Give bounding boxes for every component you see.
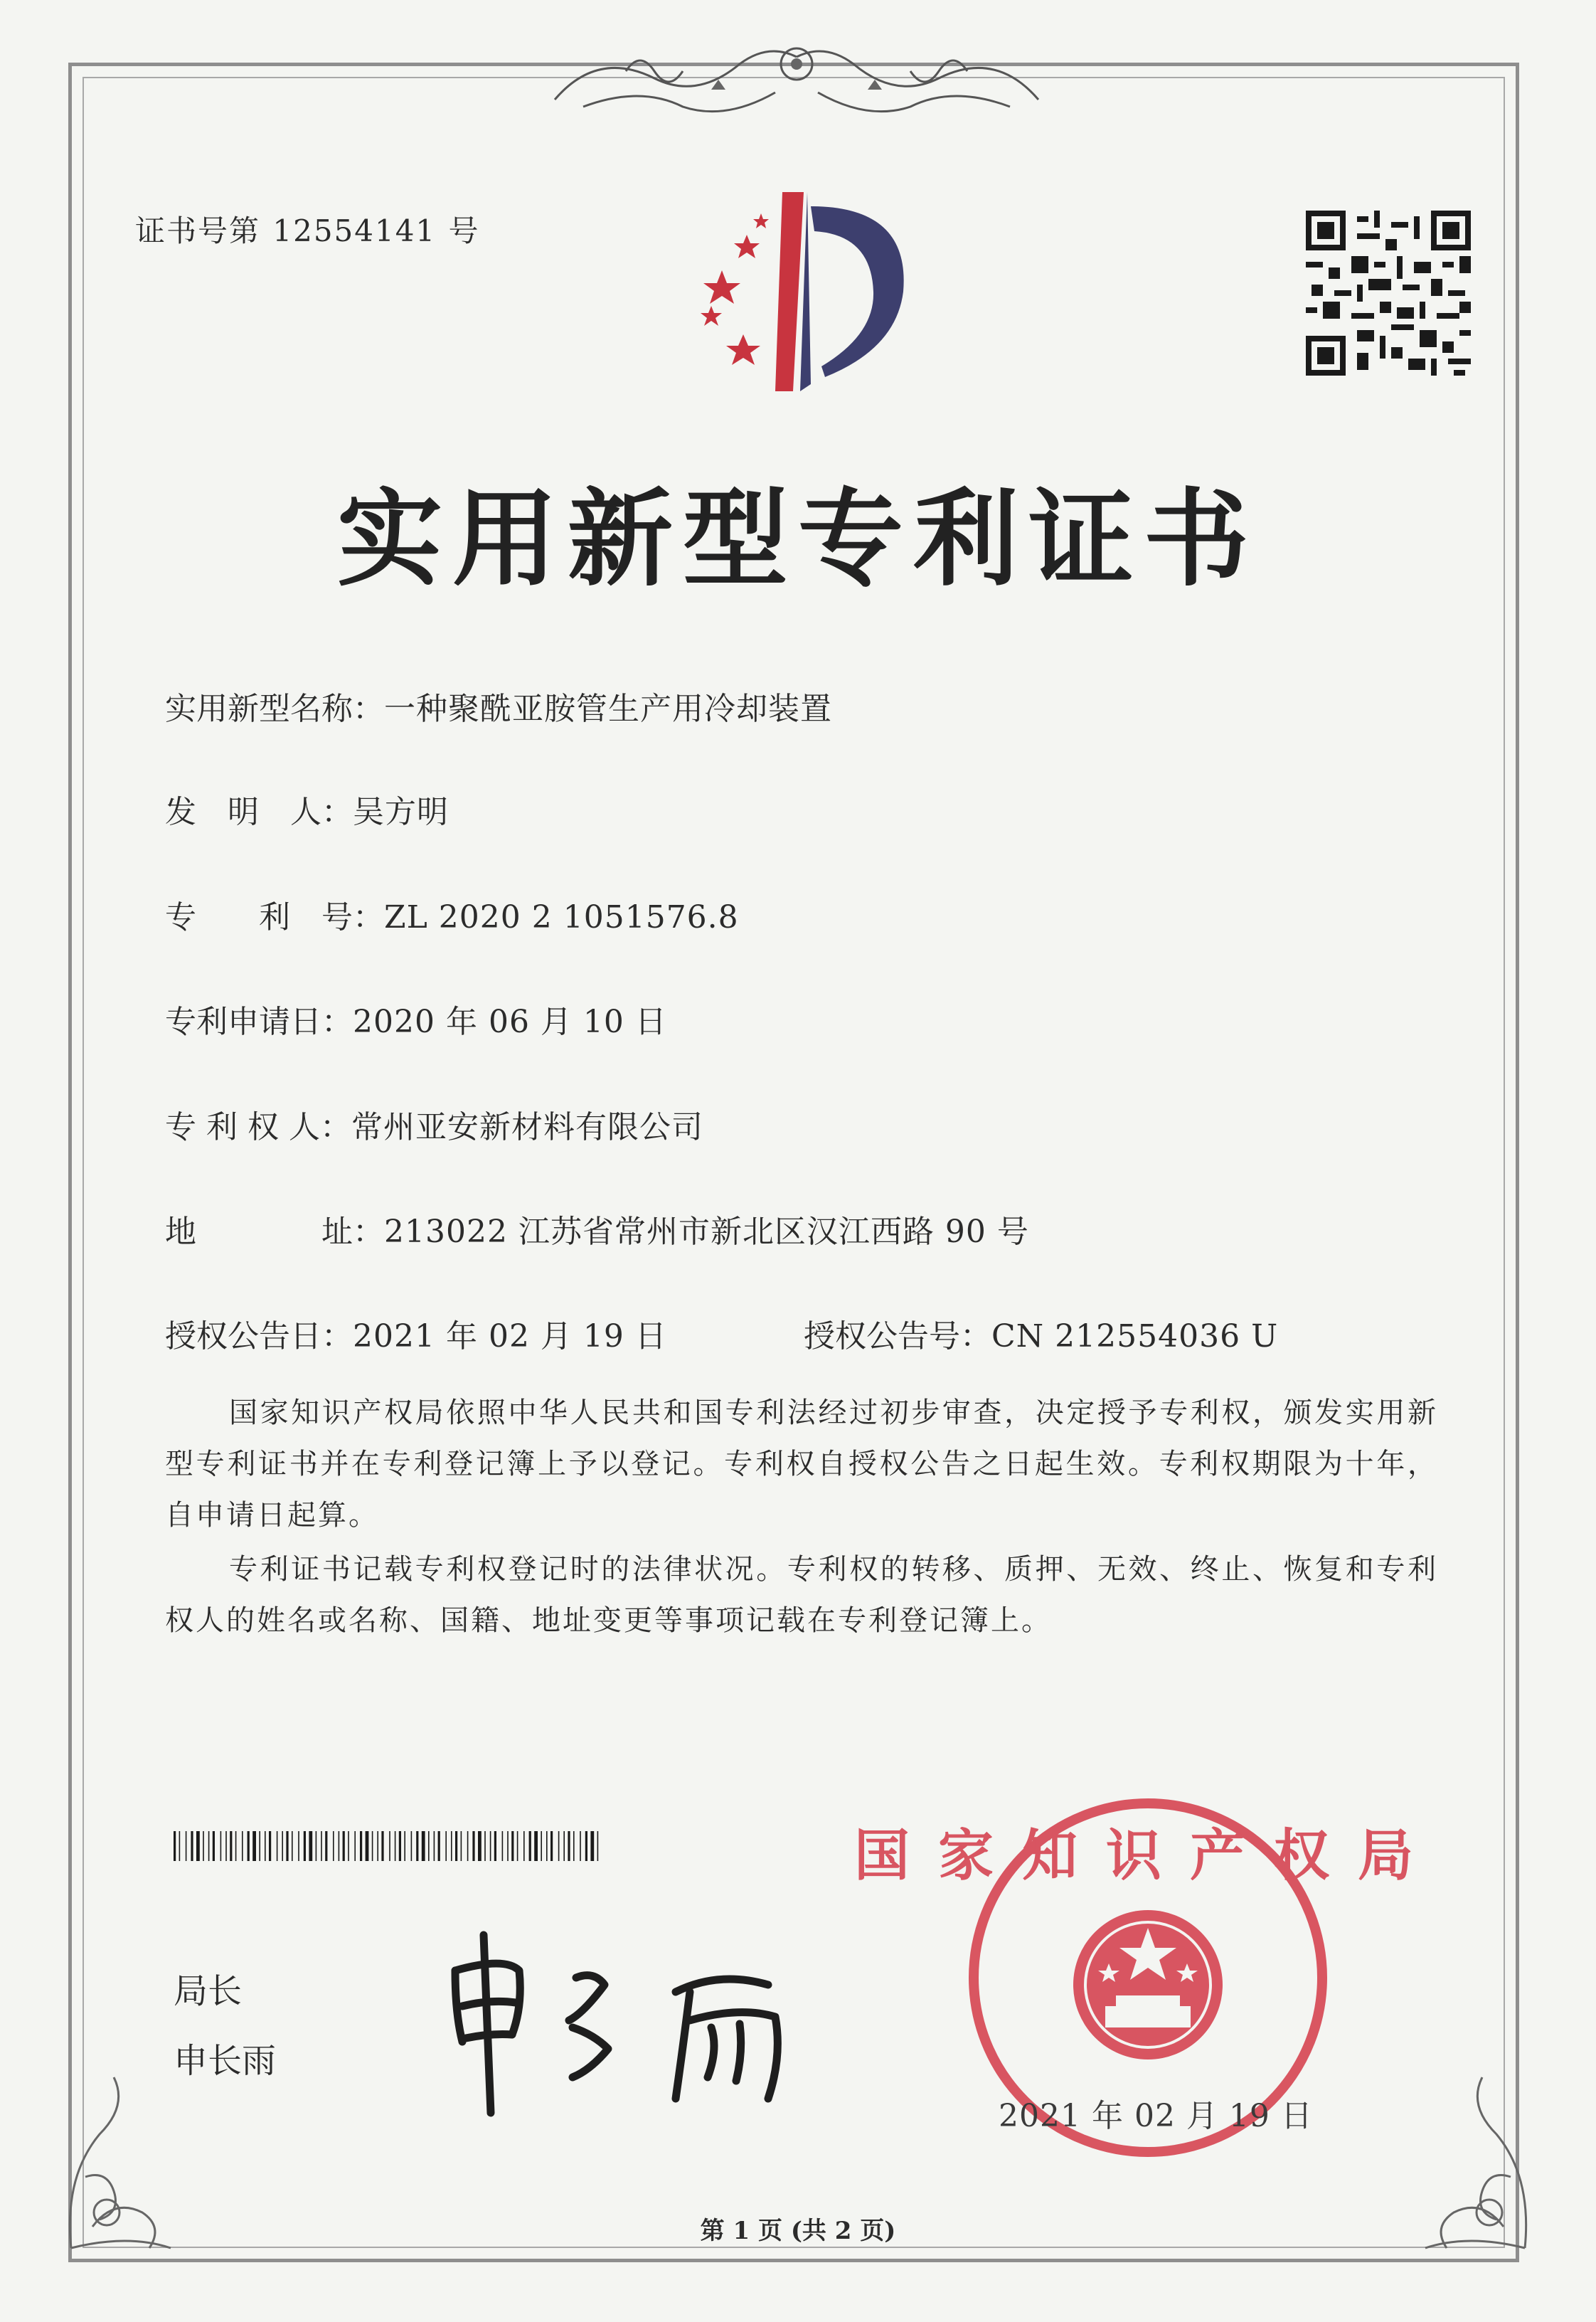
certificate-number (135, 208, 480, 250)
field-value: ZL 2020 2 1051576.8 (384, 899, 739, 935)
field-address (165, 1206, 1029, 1251)
field-label: 实用新型名称： (165, 691, 384, 727)
patent-office-logo (669, 192, 953, 405)
field-value: 吴方明 (353, 794, 449, 830)
field-value: 213022 江苏省常州市新北区汉江西路 90 号 (384, 1214, 1029, 1250)
field-value: 一种聚酰亚胺管生产用冷却装置 (384, 691, 832, 727)
certificate-number-suffix: 号 (448, 213, 480, 248)
field-patentee (165, 1101, 703, 1147)
field-value: 常州亚安新材料有限公司 (351, 1109, 703, 1145)
field-value: 2021 年 02 月 19 日 (353, 1318, 667, 1354)
field-label: 专 利 号： (165, 899, 384, 935)
field-label: 专利申请日： (165, 1004, 353, 1040)
field-grant-date (165, 1310, 667, 1356)
director-name: 申长雨 (174, 2041, 277, 2081)
field-utility-model-name (165, 683, 832, 728)
field-label: 授权公告号： (804, 1318, 991, 1354)
field-value: 2020 年 06 月 10 日 (353, 1004, 667, 1040)
director-title: 局长 (174, 1971, 243, 2011)
certificate-title: 实用新型专利证书 (337, 477, 1259, 600)
field-label: 地 址： (165, 1214, 384, 1250)
top-dragon-ornament (541, 21, 1053, 128)
field-grant-number (804, 1310, 1278, 1356)
seal-date: 2021 年 02 月 19 日 (999, 2098, 1313, 2134)
field-value: CN 212554036 U (991, 1318, 1279, 1354)
page-number: 第 1 页 (共 2 页) (700, 2217, 896, 2245)
field-inventor (165, 786, 449, 832)
field-patent-number (165, 891, 739, 937)
field-label: 发 明 人： (165, 794, 353, 830)
seal-text: 国家知识产权局 (853, 1824, 1442, 1888)
barcode (174, 1831, 603, 1861)
field-label: 授权公告日： (165, 1318, 353, 1354)
certificate-number-value: 12554141 (272, 213, 437, 248)
statement-paragraph-1: 国家知识产权局依照中华人民共和国专利法经过初步审查，决定授予专利权，颁发实用新型专利证书并在专利登记簿上予以登记。专利权自授权公告之日起生效。专利权期限为十年，自申请日起算。 (165, 1396, 1438, 1532)
field-label: 专 利 权 人： (165, 1109, 351, 1145)
qr-code (1306, 211, 1471, 376)
statement-paragraph-2: 专利证书记载专利权登记时的法律状况。专利权的转移、质押、无效、终止、恢复和专利权人的姓名或名称、国籍、地址变更等事项记载在专利登记簿上。 (165, 1553, 1438, 1637)
field-filing-date (165, 996, 667, 1041)
director-signature (441, 1907, 811, 2120)
certificate-number-prefix: 证书号第 (135, 213, 261, 248)
